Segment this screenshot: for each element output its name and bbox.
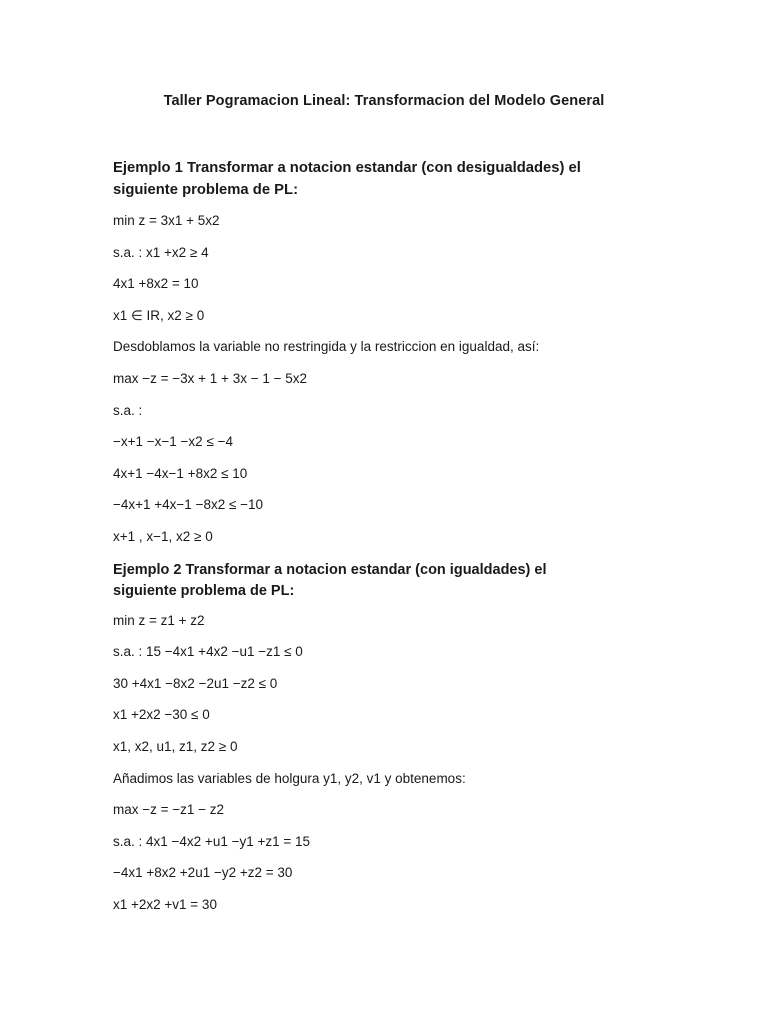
- ejemplo-1-line: Desdoblamos la variable no restringida y la restriccion en igualdad, así:: [113, 339, 540, 355]
- ejemplo-1-line: min z = 3x1 + 5x2: [113, 213, 220, 228]
- ejemplo-2-line: s.a. : 15 −4x1 +4x2 −u1 −z1 ≤ 0: [113, 644, 303, 660]
- ejemplo-2-line: max −z = −z1 − z2: [113, 802, 225, 818]
- ejemplo-1-line: s.a. :: [113, 402, 143, 418]
- ejemplo-1-line: 4x1 +8x2 = 10: [113, 276, 199, 292]
- ejemplo-1-heading: Ejemplo 1 Transformar a notacion estandar (con desigualdades) el siguiente problema de PL:: [113, 160, 581, 198]
- ejemplo-2-line: Añadimos las variables de holgura y1, y2, v1 y obtenemos:: [113, 770, 466, 786]
- ejemplo-2-line: s.a. : 4x1 −4x2 +u1 −y1 +z1 = 15: [113, 833, 311, 849]
- ejemplo-2-line: x1 +2x2 −30 ≤ 0: [113, 707, 210, 723]
- ejemplo-2-heading: Ejemplo 2 Transformar a notacion estandar (con igualdades) el siguiente problema de PL:: [113, 561, 547, 599]
- ejemplo-1-line: −x+1 −x−1 −x2 ≤ −4: [113, 434, 233, 450]
- ejemplo-1-line: max −z = −3x + 1 + 3x − 1 − 5x2: [113, 370, 307, 386]
- ejemplo-1-line: −4x+1 +4x−1 −8x2 ≤ −10: [113, 497, 264, 513]
- ejemplo-1-line: x1 ∈ IR, x2 ≥ 0: [113, 307, 205, 323]
- ejemplo-2-line: min z = z1 + z2: [113, 612, 205, 628]
- ejemplo-1-line: s.a. : x1 +x2 ≥ 4: [113, 244, 209, 260]
- ejemplo-2-line: −4x1 +8x2 +2u1 −y2 +z2 = 30: [113, 865, 293, 881]
- ejemplo-1-line: 4x+1 −4x−1 +8x2 ≤ 10: [113, 465, 248, 481]
- ejemplo-1-line: x+1 , x−1, x2 ≥ 0: [113, 528, 213, 544]
- ejemplo-2-line: 30 +4x1 −8x2 −2u1 −z2 ≤ 0: [113, 675, 278, 691]
- ejemplo-2-line: x1, x2, u1, z1, z2 ≥ 0: [113, 738, 238, 754]
- ejemplo-2-line: x1 +2x2 +v1 = 30: [113, 896, 217, 912]
- document-body: [113, 157, 613, 927]
- document-title: Taller Pogramacion Lineal: Transformacion del Modelo General: [163, 93, 605, 109]
